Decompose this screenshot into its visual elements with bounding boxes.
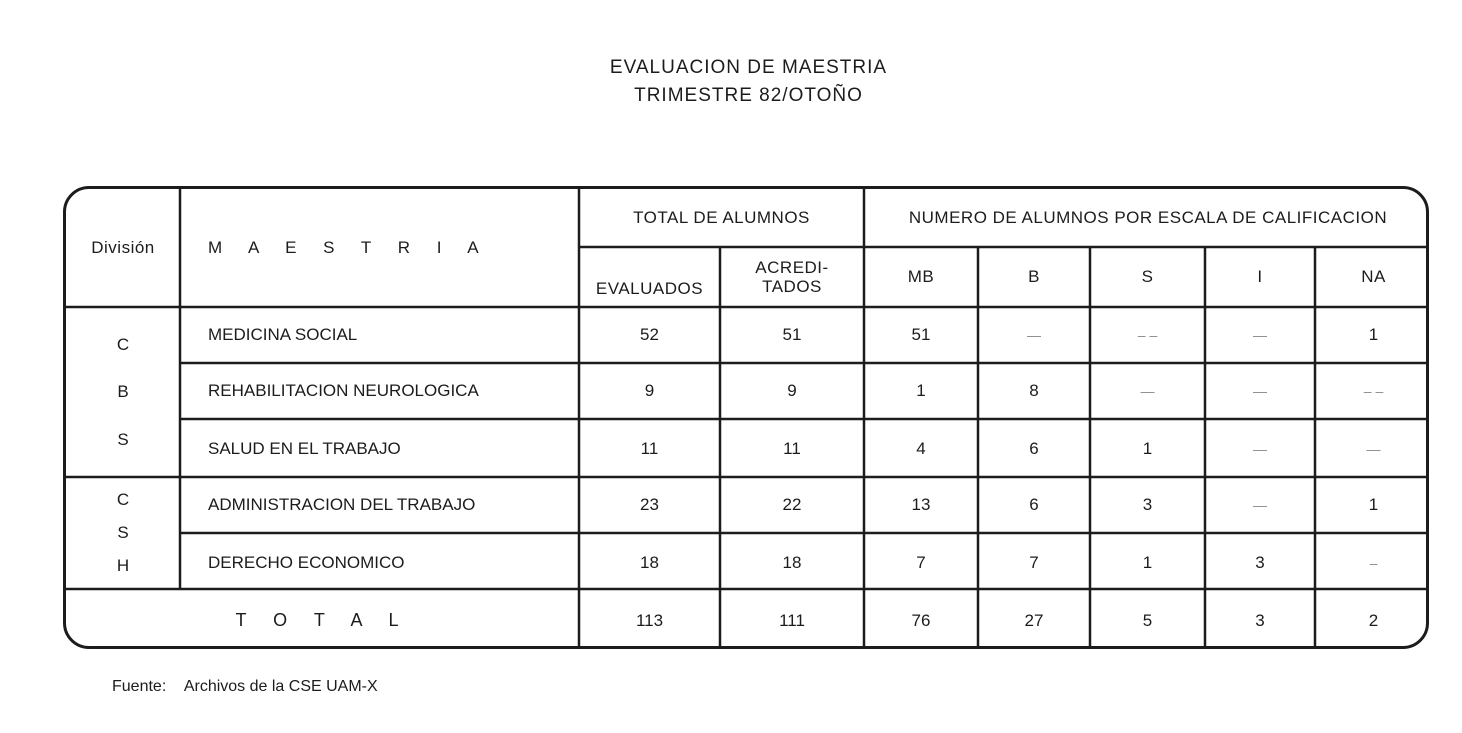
total-evaluados: 113 bbox=[635, 610, 664, 630]
header-maestria: M A E S T R I A bbox=[208, 238, 490, 257]
row-i: 3 bbox=[1255, 553, 1265, 572]
row-na: – – bbox=[1363, 383, 1384, 399]
header-acreditados-line-2: TADOS bbox=[762, 277, 822, 296]
row-maestria: REHABILITACION NEUROLOGICA bbox=[208, 381, 479, 400]
row-na: – bbox=[1369, 555, 1378, 571]
division-letter: C bbox=[116, 334, 130, 354]
row-s: 1 bbox=[1142, 439, 1153, 458]
row-maestria: MEDICINA SOCIAL bbox=[208, 325, 358, 344]
row-b: 7 bbox=[1029, 553, 1039, 572]
row-acreditados: 18 bbox=[782, 553, 802, 572]
header-evaluados: EVALUADOS bbox=[595, 279, 704, 298]
header-total-alumnos: TOTAL DE ALUMNOS bbox=[633, 208, 810, 227]
total-s: 5 bbox=[1142, 610, 1153, 630]
row-na: — bbox=[1366, 441, 1381, 457]
title-line-2: TRIMESTRE 82/OTOÑO bbox=[634, 85, 863, 106]
source-text: Archivos de la CSE UAM-X bbox=[183, 678, 378, 695]
row-maestria: ADMINISTRACION DEL TRABAJO bbox=[208, 495, 476, 514]
header-i: I bbox=[1257, 267, 1263, 286]
row-evaluados: 11 bbox=[640, 439, 659, 458]
row-b: — bbox=[1027, 327, 1041, 343]
row-acreditados: 51 bbox=[782, 325, 802, 344]
row-i: — bbox=[1253, 327, 1267, 343]
division-csh bbox=[66, 477, 180, 589]
row-maestria: SALUD EN EL TRABAJO bbox=[208, 439, 401, 458]
row-acreditados: 22 bbox=[782, 495, 802, 514]
total-b: 27 bbox=[1024, 610, 1044, 630]
row-evaluados: 52 bbox=[640, 325, 659, 344]
row-mb: 4 bbox=[916, 439, 926, 458]
header-b: B bbox=[1028, 267, 1040, 286]
row-s: — bbox=[1140, 383, 1155, 399]
row-b: 8 bbox=[1029, 381, 1039, 400]
header-division: División bbox=[91, 238, 155, 257]
row-b: 6 bbox=[1029, 495, 1039, 514]
header-acreditados-line-1: ACREDI- bbox=[755, 258, 829, 277]
row-s: – – bbox=[1137, 327, 1158, 343]
row-mb: 51 bbox=[911, 325, 931, 344]
header-na: NA bbox=[1361, 267, 1386, 286]
division-letter: S bbox=[117, 523, 129, 542]
row-b: 6 bbox=[1029, 439, 1039, 458]
page-title bbox=[0, 54, 1462, 110]
row-evaluados: 23 bbox=[640, 495, 659, 514]
row-evaluados: 9 bbox=[644, 381, 655, 400]
row-acreditados: 11 bbox=[783, 439, 801, 458]
row-i: — bbox=[1253, 441, 1267, 457]
total-acreditados: 111 bbox=[779, 610, 805, 630]
division-cbs bbox=[66, 307, 180, 477]
row-mb: 7 bbox=[916, 553, 926, 572]
header-acreditados bbox=[720, 247, 864, 307]
row-s: 3 bbox=[1142, 495, 1153, 514]
row-i: — bbox=[1253, 383, 1267, 399]
row-s: 1 bbox=[1142, 553, 1153, 572]
row-evaluados: 18 bbox=[640, 553, 659, 572]
division-letter: C bbox=[116, 490, 130, 509]
evaluation-table bbox=[63, 186, 1429, 649]
title-line-1: EVALUACION DE MAESTRIA bbox=[609, 57, 888, 78]
header-escala: NUMERO DE ALUMNOS POR ESCALA DE CALIFICACION bbox=[908, 208, 1388, 227]
row-mb: 1 bbox=[916, 381, 926, 400]
total-mb: 76 bbox=[911, 610, 931, 630]
division-letter: S bbox=[117, 429, 129, 449]
row-maestria: DERECHO ECONOMICO bbox=[208, 553, 405, 572]
total-label: T O T A L bbox=[235, 610, 410, 630]
header-mb: MB bbox=[907, 267, 935, 286]
row-mb: 13 bbox=[911, 495, 931, 514]
total-i: 3 bbox=[1255, 610, 1265, 630]
row-na: 1 bbox=[1368, 325, 1379, 344]
row-acreditados: 9 bbox=[787, 381, 797, 400]
source-label: Fuente: bbox=[112, 678, 167, 695]
row-i: — bbox=[1253, 497, 1267, 513]
header-s: S bbox=[1141, 267, 1154, 286]
source-note bbox=[112, 678, 378, 696]
division-letter: H bbox=[116, 556, 130, 575]
total-na: 2 bbox=[1368, 610, 1379, 630]
division-letter: B bbox=[117, 382, 129, 401]
row-na: 1 bbox=[1368, 495, 1379, 514]
